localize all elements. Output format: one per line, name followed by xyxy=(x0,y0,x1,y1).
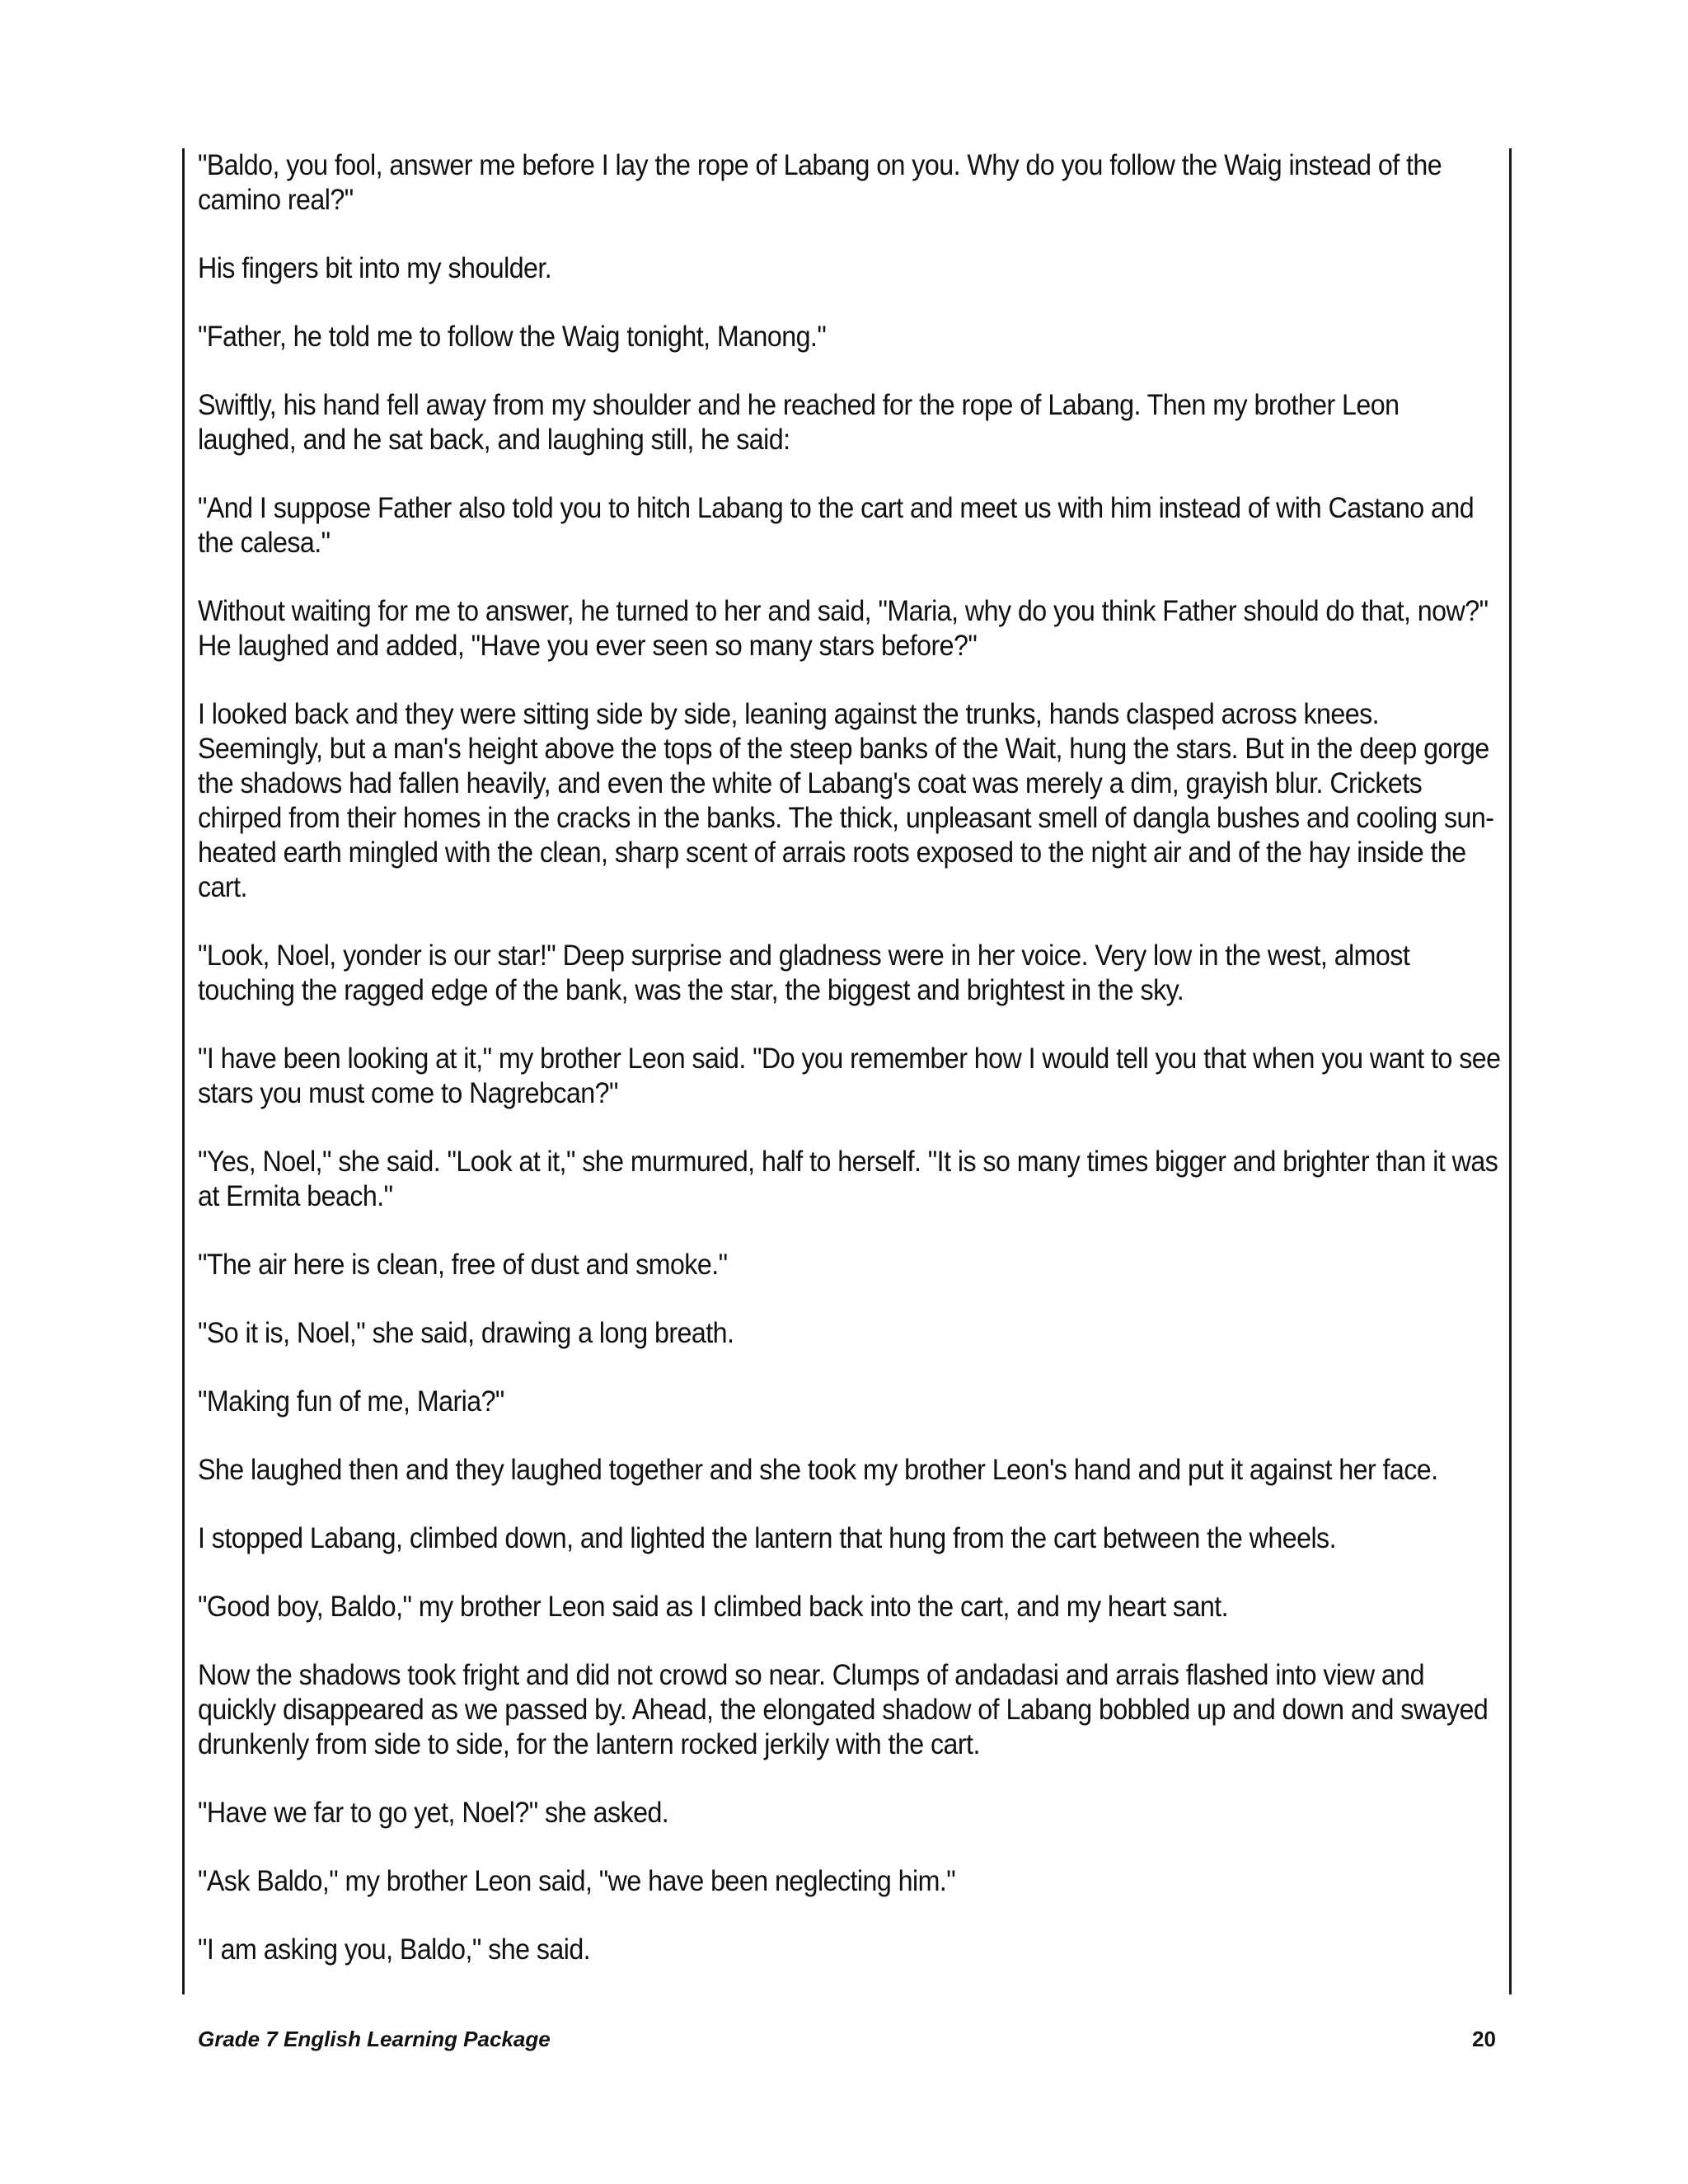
paragraph: "Ask Baldo," my brother Leon said, "we have been neglecting him." xyxy=(198,1865,956,1897)
story-text xyxy=(198,148,1500,2001)
paragraph: She laughed then and they laughed together and she took my brother Leon's hand and put it against her face. xyxy=(198,1454,1438,1486)
paragraph: "So it is, Noel," she said, drawing a long breath. xyxy=(198,1317,734,1349)
footer-title: Grade 7 English Learning Package xyxy=(198,2027,551,2051)
paragraph: "I am asking you, Baldo," she said. xyxy=(198,1933,591,1966)
paragraph: "The air here is clean, free of dust and smoke." xyxy=(198,1249,728,1281)
paragraph: I looked back and they were sitting side by side, leaning against the trunks, hands clasped across knees. Seemingly, but a man's height above the tops of the steep banks of the Wait, hung the stars. But in the deep gorge the shadows had fallen heavily, and even the white of Labang's coat was merely a dim, grayish blur. Crickets chirped from their homes in the cracks in the banks. The thick, unpleasant smell of dangla bushes and cooling sun-heated earth mingled with the clean, sharp scent of arrais roots exposed to the night air and of the hay inside the cart. xyxy=(198,698,1494,903)
paragraph: Without waiting for me to answer, he turned to her and said, "Maria, why do you think Father should do that, now?" He laughed and added, "Have you ever seen so many stars before?" xyxy=(198,595,1489,662)
paragraph: "Father, he told me to follow the Waig tonight, Manong." xyxy=(198,321,827,353)
paragraph: "Good boy, Baldo," my brother Leon said as I climbed back into the cart, and my heart sant. xyxy=(198,1591,1228,1623)
paragraph: "Have we far to go yet, Noel?" she asked. xyxy=(198,1797,669,1829)
paragraph: "Yes, Noel," she said. "Look at it," she murmured, half to herself. "It is so many times bigger and brighter than it was at Ermita beach." xyxy=(198,1146,1498,1212)
paragraph: "Making fun of me, Maria?" xyxy=(198,1385,504,1418)
paragraph: "Baldo, you fool, answer me before I lay the rope of Labang on you. Why do you follow the Waig instead of the camino real?" xyxy=(198,149,1442,216)
paragraph: I stopped Labang, climbed down, and lighted the lantern that hung from the cart between the wheels. xyxy=(198,1522,1336,1554)
paragraph: "I have been looking at it," my brother Leon said. "Do you remember how I would tell you that when you want to see stars you must come to Nagrebcan?" xyxy=(198,1043,1501,1109)
paragraph: Swiftly, his hand fell away from my shoulder and he reached for the rope of Labang. Then my brother Leon laughed, and he sat back, and laughing still, he said: xyxy=(198,389,1400,456)
paragraph: His fingers bit into my shoulder. xyxy=(198,252,552,284)
paragraph: Now the shadows took fright and did not crowd so near. Clumps of andadasi and arrais flashed into view and quickly disappeared as we passed by. Ahead, the elongated shadow of Labang bobbled up and down and swayed drunkenly from side to side, for the lantern rocked jerkily with the cart. xyxy=(198,1659,1489,1760)
page-number: 20 xyxy=(1472,2027,1496,2051)
paragraph: "Look, Noel, yonder is our star!" Deep surprise and gladness were in her voice. Very low in the west, almost touching the ragged edge of the bank, was the star, the biggest and brightest in the sky. xyxy=(198,940,1410,1006)
paragraph: "And I suppose Father also told you to hitch Labang to the cart and meet us with him instead of with Castano and the calesa." xyxy=(198,492,1475,559)
